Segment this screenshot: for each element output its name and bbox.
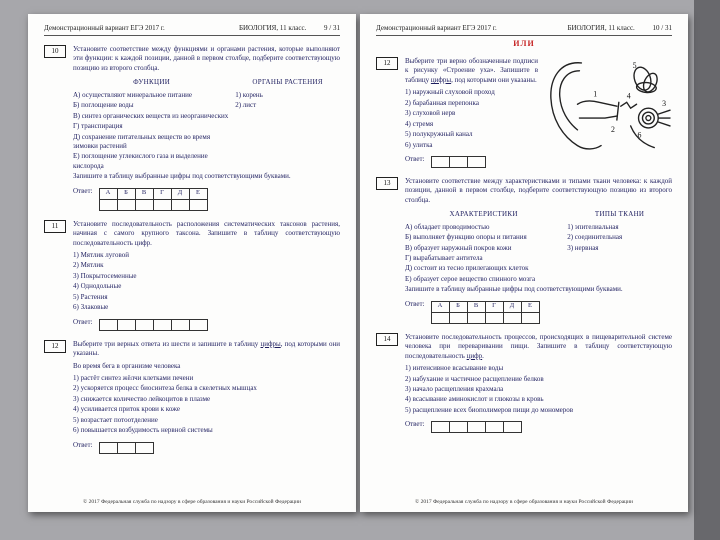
answer-cell[interactable] [467, 422, 485, 433]
question-14-intro [405, 333, 672, 361]
question-12-body [405, 57, 672, 168]
answer-cell[interactable] [117, 319, 135, 330]
question-10 [44, 45, 340, 211]
question-14-body [405, 333, 672, 434]
list-item: 1) интенсивное всасывание воды [405, 364, 504, 373]
answer-letter: Е [189, 188, 207, 199]
answer-label: Ответ: [405, 420, 425, 429]
answer-cell[interactable] [431, 156, 449, 167]
page-right-footer: © 2017 Федеральная служба по надзору в сфере образования и науки Российской Федерации [415, 499, 633, 505]
question-10-intro: Установите соответствие между функциями и органами растения, которые выполняют эти функции: к каждой позиции, данной в первом столбце, подберите соответствующую позицию из второго столбца. [73, 45, 340, 72]
answer-table-q13 [431, 301, 540, 324]
list-item: 3) нервная [567, 243, 599, 252]
doc-title: Демонстрационный вариант ЕГЭ 2017 г. [44, 24, 165, 32]
intro-text: , под которыми они указаны. [451, 75, 537, 84]
answer-table-q14 [431, 421, 522, 433]
list-item: 4) всасывание аминокислот и глюкозы в кровь [405, 395, 544, 404]
list-item: А) обладает проводимостью [405, 222, 490, 231]
list-item: 2) лист [235, 101, 257, 110]
intro-text: Выберите три верно обозначенные подписи к рисунку «Строение уха». Запишите в таблицу [405, 57, 538, 84]
intro-underlined-word: цифр [466, 351, 483, 360]
intro-text: Установите последовательность процессов, происходящих в пищеварительной системе человека при переваривании пищи. Запишите в таблицу соответствующую последовательность [405, 332, 672, 360]
list-item: 2) соединительная [567, 233, 623, 242]
answer-cell[interactable] [485, 422, 503, 433]
answer-cell[interactable] [135, 199, 153, 210]
question-12-right [376, 57, 672, 168]
list-item: 2) ускоряется процесс биосинтеза белка в скелетных мышцах [73, 384, 257, 393]
subject-label: БИОЛОГИЯ, 11 класс. [567, 24, 635, 32]
question-12-subtitle: Во время бега в организме человека [73, 361, 181, 370]
list-item: 1) наружный слуховой проход [405, 88, 495, 97]
question-13-instruction: Запишите в таблицу выбранные цифры под соответствующими буквами. [405, 285, 623, 294]
list-item: 3) начало расщепления крахмала [405, 384, 504, 393]
answer-letter: Б [449, 301, 467, 312]
list-item: 5) возрастает потоотделение [73, 415, 158, 424]
answer-cell[interactable] [521, 312, 539, 323]
list-item: 3) снижается количество лейкоцитов в плазме [73, 394, 211, 403]
intro-text: . [482, 351, 484, 360]
page-left-footer: © 2017 Федеральная служба по надзору в сфере образования и науки Российской Федерации [83, 499, 301, 505]
answer-table-q11 [99, 319, 208, 331]
doc-title: Демонстрационный вариант ЕГЭ 2017 г. [376, 24, 497, 32]
answer-cell[interactable] [99, 199, 117, 210]
question-13-intro: Установите соответствие между характеристиками и типами ткани человека: к каждой позиции, данной в первом столбце, подберите соответствующую позицию из второго столбца. [405, 176, 672, 204]
question-13-body [405, 177, 672, 324]
list-item: В) синтез органических веществ из неорганических [73, 111, 229, 120]
answer-letter: Г [153, 188, 171, 199]
page-number: 9 / 31 [324, 24, 340, 32]
answer-label: Ответ: [405, 299, 425, 308]
question-11-number-box: 11 [44, 220, 66, 233]
answer-cell[interactable] [135, 319, 153, 330]
matching-columns [73, 76, 340, 172]
list-item: 6) повышается возбудимость нервной системы [73, 426, 213, 435]
answer-cell[interactable] [171, 199, 189, 210]
answer-letter: Е [521, 301, 539, 312]
column-header-organs: ОРГАНЫ РАСТЕНИЯ [252, 78, 323, 87]
page-left [28, 14, 356, 512]
question-14-number-box: 14 [376, 333, 398, 346]
answer-letter: В [135, 188, 153, 199]
list-item: 4) усиливается приток крови к коже [73, 405, 181, 414]
answer-cell[interactable] [431, 312, 449, 323]
list-item: А) осуществляют минеральное питание [73, 90, 192, 99]
answer-cell[interactable] [99, 319, 117, 330]
svg-text:5: 5 [632, 60, 637, 70]
list-item: Е) поглощение углекислого газа и выделение кислорода [73, 152, 208, 170]
list-item: 2) набухание и частичное расщепление белков [405, 374, 544, 383]
page-right-header [376, 24, 672, 36]
question-11-intro: Установите последовательность расположения систематических таксонов растения, начиная с самого крупного таксона. Запишите в таблицу соответствующую последовательность цифр. [73, 219, 340, 247]
list-item: 6) Злаковые [73, 303, 109, 312]
list-item: Д) сохранение питательных веществ во время зимовки растений [73, 132, 211, 150]
list-item: 3) слуховой нерв [405, 109, 456, 118]
intro-text: Выберите три верных ответа из шести и запишите в таблицу [73, 339, 261, 348]
svg-text:4: 4 [626, 91, 631, 101]
page-right [360, 14, 688, 512]
column-header-functions: ФУНКЦИИ [133, 78, 171, 87]
answer-cell[interactable] [449, 312, 467, 323]
header-right-group [567, 24, 672, 32]
answer-cell[interactable] [449, 156, 467, 167]
list-item: 5) полукружный канал [405, 130, 473, 139]
answer-table-q12-left [99, 442, 154, 454]
page-number: 10 / 31 [652, 24, 672, 32]
intro-underlined-word: цифры [430, 75, 452, 84]
answer-cell[interactable] [431, 422, 449, 433]
answer-cell[interactable] [485, 312, 503, 323]
desk-edge-strip [694, 0, 720, 540]
question-10-instruction: Запишите в таблицу выбранные цифры под соответствующими буквами. [73, 172, 291, 181]
answer-cell[interactable] [189, 319, 207, 330]
question-12-body [73, 340, 340, 454]
answer-cell[interactable] [99, 442, 117, 453]
answer-block-q12-right [405, 155, 538, 168]
answer-table-q12-right [431, 156, 486, 168]
or-label: ИЛИ [513, 39, 535, 48]
question-13-number-box: 13 [376, 177, 398, 190]
list-item: 1) эпителиальная [567, 222, 619, 231]
answer-letter: Д [171, 188, 189, 199]
answer-cell[interactable] [467, 312, 485, 323]
list-item: Б) выполняет функцию опоры и питания [405, 233, 527, 242]
svg-text:1: 1 [593, 89, 598, 99]
answer-label: Ответ: [73, 186, 93, 195]
column-header-characteristics: ХАРАКТЕРИСТИКИ [449, 210, 518, 219]
answer-label: Ответ: [73, 317, 93, 326]
answer-letter: А [431, 301, 449, 312]
list-item: Д) состоит из тесно прилегающих клеток [405, 264, 529, 273]
list-item: 5) расщепление всех биополимеров пищи до мономеров [405, 405, 574, 414]
ear-anatomy-figure [544, 57, 672, 153]
subject-label: БИОЛОГИЯ, 11 класс. [238, 24, 307, 32]
answer-block-q11 [73, 318, 340, 331]
svg-text:3: 3 [662, 99, 667, 109]
answer-block-q14 [405, 420, 672, 433]
list-item: 4) стремя [405, 119, 434, 128]
answer-cell[interactable] [117, 199, 135, 210]
answer-letter: В [467, 301, 485, 312]
answer-label: Ответ: [405, 154, 425, 163]
svg-text:2: 2 [610, 124, 615, 134]
answer-cell[interactable] [503, 422, 521, 433]
answer-cell[interactable] [503, 312, 521, 323]
list-item: 1) корень [235, 90, 263, 99]
question-14 [376, 333, 672, 434]
list-item: 5) Растения [73, 292, 108, 301]
list-item: 2) Мятлик [73, 261, 104, 270]
page-left-header [44, 24, 340, 36]
list-item: В) образует наружный покров кожи [405, 243, 512, 252]
answer-table-q10 [99, 188, 208, 211]
answer-cell[interactable] [467, 156, 485, 167]
matching-columns [405, 208, 672, 285]
answer-block-q12-left [73, 441, 340, 454]
answer-letter: Г [485, 301, 503, 312]
question-12-left [44, 340, 340, 454]
answer-letter: Б [117, 188, 135, 199]
answer-cell[interactable] [171, 319, 189, 330]
question-11 [44, 220, 340, 331]
list-item: Г) транспирация [73, 122, 123, 131]
list-item: 3) Покрытосеменные [73, 271, 137, 280]
question-12-number-box: 12 [376, 57, 398, 70]
answer-letter: Д [503, 301, 521, 312]
answer-block-q13 [405, 300, 672, 324]
question-11-body [73, 220, 340, 331]
list-item: Б) поглощение воды [73, 101, 134, 110]
question-12-number-box: 12 [44, 340, 66, 353]
answer-cell[interactable] [135, 442, 153, 453]
answer-label: Ответ: [73, 440, 93, 449]
answer-cell[interactable] [117, 442, 135, 453]
list-item: Г) вырабатывает антитела [405, 254, 483, 262]
list-item: 1) растёт синтез жёлчи клетками печени [73, 373, 194, 382]
list-item: 6) улитка [405, 140, 433, 149]
intro-underlined-word: цифры [260, 339, 281, 348]
answer-cell[interactable] [189, 199, 207, 210]
question-10-number-box: 10 [44, 45, 66, 58]
question-12-intro [73, 340, 340, 359]
answer-letter: А [99, 188, 117, 199]
question-10-body [73, 45, 340, 211]
answer-block-q10 [73, 187, 340, 211]
header-right-group [239, 24, 340, 32]
answer-cell[interactable] [153, 319, 171, 330]
intro-text: , под которыми они указаны. [73, 339, 340, 358]
list-item: 1) Мятлик луговой [73, 251, 129, 259]
list-item: Е) образует серое вещество спинного мозга [405, 274, 536, 283]
list-item: 4) Однодольные [73, 282, 122, 291]
column-header-tissue-types: ТИПЫ ТКАНИ [594, 210, 645, 219]
answer-cell[interactable] [153, 199, 171, 210]
answer-cell[interactable] [449, 422, 467, 433]
question-13 [376, 177, 672, 324]
list-item: 2) барабанная перепонка [405, 98, 479, 107]
svg-text:6: 6 [637, 130, 642, 140]
